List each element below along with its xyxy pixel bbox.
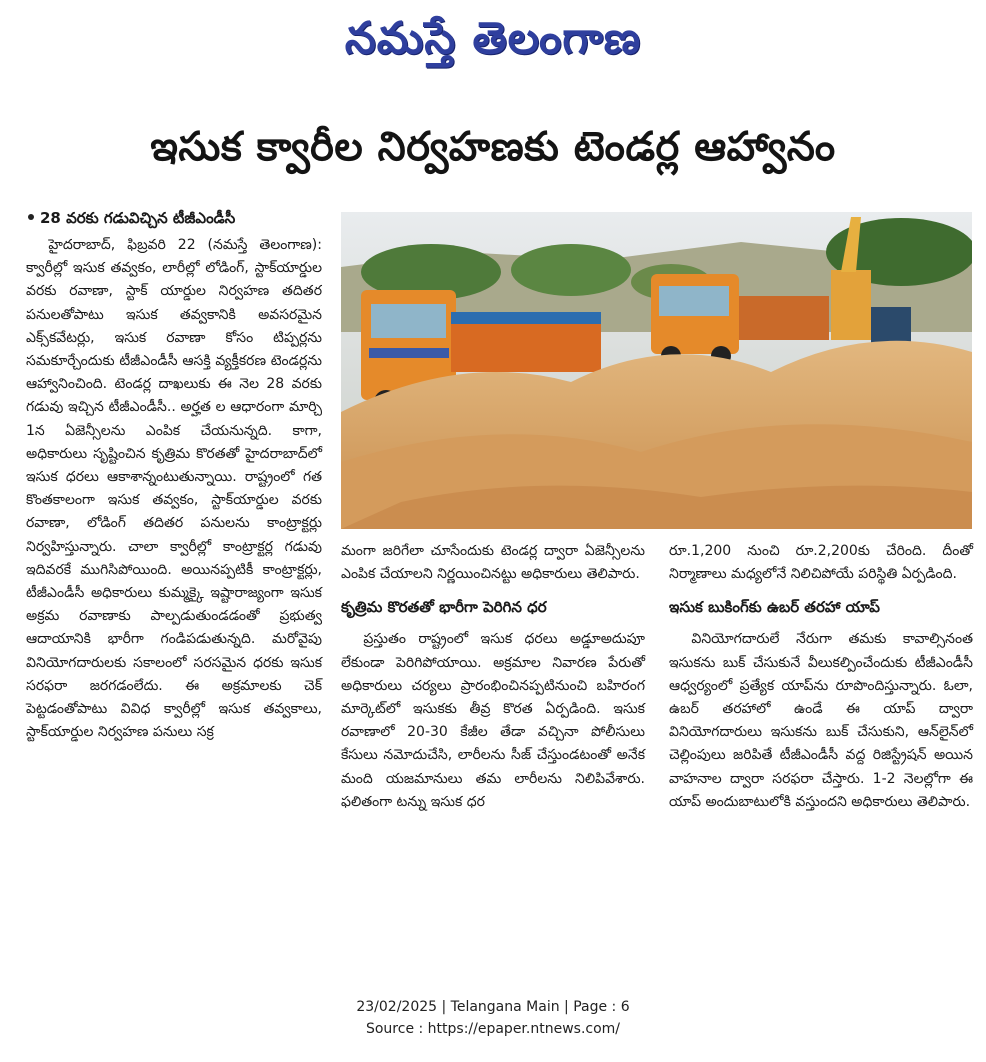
subheading-booking-app: ఇసుక బుకింగ్‌కు ఉబర్‌ తరహా యాప్‌ <box>669 598 880 617</box>
sand-quarry-photo <box>341 212 972 529</box>
tree-cluster <box>511 244 631 296</box>
footer <box>0 996 986 1040</box>
masthead-logo: నమస్తే తెలంగాణ <box>344 13 642 64</box>
bullet-text: 28 వరకు గడువిచ్చిన టీజీఎండీసీ <box>40 209 236 227</box>
edition-info: 23/02/2025 | Telangana Main | Page : 6 <box>356 999 630 1015</box>
subheading-price-rise: కృత్రిమ కొరతతో భారీగా పెరిగిన ధర <box>341 598 547 617</box>
article-body-2: ప్రస్తుతం రాష్ట్రంలో ఇసుక ధరలు అడ్డూఅదుపూ లేకుండా పెరిగిపోయాయి. అక్రమాల నివారణ పేరుతో అధికారులు చర్యలు ప్రారంభించినప్పటినుంచి బహిరంగ మార్కెట్‌లో ఇసుకకు తీవ్ర కొరత ఏర్పడింది. ఇసుక రవాణాలో 20-30 కేజీల తేడా వచ్చినా పోలీసులు కేసులు నమోదుచేసి, లారీలను సీజ్‌ చేస్తుండటంతో అనేక మంది యజమానులు తమ లారీలను నిలిపివేశారు. ఫలితంగా టన్ను ఇసుక ధర <box>341 631 645 810</box>
article-body-3: వినియోగదారులే నేరుగా తమకు కావాల్సినంత ఇసుకను బుక్‌ చేసుకునే వీలుకల్పించేందుకు టీజీఎండీసీ ఆధ్వర్యంలో ప్రత్యేక యాప్‌ను రూపొందిస్తున్నారు. ఓలా, ఉబర్‌ తరహాలో ఉండే ఈ యాప్‌ ద్వారా వినియోగదారులు ఇసుకను బుక్‌ చేసుకుని, ఆన్‌లైన్‌లో చెల్లింపులు జరిపితే టీజీఎండీసీ వద్ద రిజిస్ట్రేషన్‌ అయిన వాహనాల ద్వారా సరఫరా చేస్తారు. 1-2 నెలల్లోగా ఈ యాప్‌ అందుబాటులోకి వస్తుందని అధికారులు తెలిపారు. <box>669 631 973 810</box>
article-body-1: హైదరాబాద్‌, ఫిబ్రవరి 22 (నమస్తే తెలంగాణ): క్వారీల్లో ఇసుక తవ్వకం, లారీల్లో లోడింగ్‌, స్టాక్‌యార్డుల వరకు రవాణా, స్టాక్‌ యార్డుల నిర్వహణ తదితర పనులతోపాటు ఇసుక తవ్వకానికి అవసరమైన ఎక్స్‌కవేటర్లు, ఇసుక రవాణా కోసం టిప్పర్లను సమకూర్చేందుకు టీజీఎండీసీ ఆసక్తి వ్యక్తీకరణ టెండర్లను ఆహ్వానించింది. టెండర్ల దాఖలుకు ఈ నెల 28 వరకు గడువు ఇచ్చిన టీజీఎండీసీ.. అర్హత ల ఆధారంగా మార్చి 1న ఏజెన్సీలను ఎంపిక చేయనున్నది. కాగా, అధికారులు సృష్టించిన కృత్రిమ కొరతతో హైదరాబాద్‌లో ఇసుక ధరలు ఆకాశాన్నంటుతున్నాయి. రాష్ట్రంలో గత కొంతకాలంగా ఇసుక తవ్వకం, స్టాక్‌యార్డుల వరకు రవాణా, లోడింగ్‌ తదితర పనులను కాంట్రాక్టర్లు నిర్వహిస్తున్నారు. చాలా క్వారీల్లో కాంట్రాక్టర్ల గడువు ఇదివరకే ముగిసిపోయింది. అయినప్పటికీ కాంట్రాక్టర్లు, టీజీఎండీసీ అధికారులు కుమ్మక్కై ఇష్టారాజ్యంగా ఇసుక అక్రమ రవాణాకు పాల్పడుతుండడంతో ప్రభుత్వ ఆదాయానికి భారీగా గండిపడుతున్నది. మరోవైపు వినియోగదారులకు సకాలంలో సరసమైన ధరకు ఇసుక సరఫరా జరగడంలేదు. ఈ అక్రమాలకు చెక్‌ పెట్టడంతోపాటు వివిధ క్వారీల్లో ఇసుక తవ్వకాలు, స్టాక్‌యార్డుల నిర్వహణ పనులు సక్ర <box>26 237 322 741</box>
article-column-1 <box>26 206 322 744</box>
article-column-2 <box>341 540 645 814</box>
bullet-subheading <box>26 206 322 230</box>
article-column-3 <box>669 540 973 814</box>
quarry-illustration <box>341 212 972 529</box>
continuation-text-2: మంగా జరిగేలా చూసేందుకు టెండర్ల ద్వారా ఏజెన్సీలను ఎంపిక చేయాలని నిర్ణయించినట్టు అధికారులు తెలిపారు. <box>341 543 645 583</box>
source-link[interactable]: Source : https://epaper.ntnews.com/ <box>365 1021 621 1037</box>
continuation-text-3: రూ.1,200 నుంచి రూ.2,200కు చేరింది. దీంతో నిర్మాణాలు మధ్యలోనే నిలిచిపోయే పరిస్థితి ఏర్పడింది. <box>669 543 973 583</box>
headline: ఇసుక క్వారీల నిర్వహణకు టెండర్ల ఆహ్వానం <box>150 124 836 170</box>
bullet-dot-icon <box>28 214 34 220</box>
